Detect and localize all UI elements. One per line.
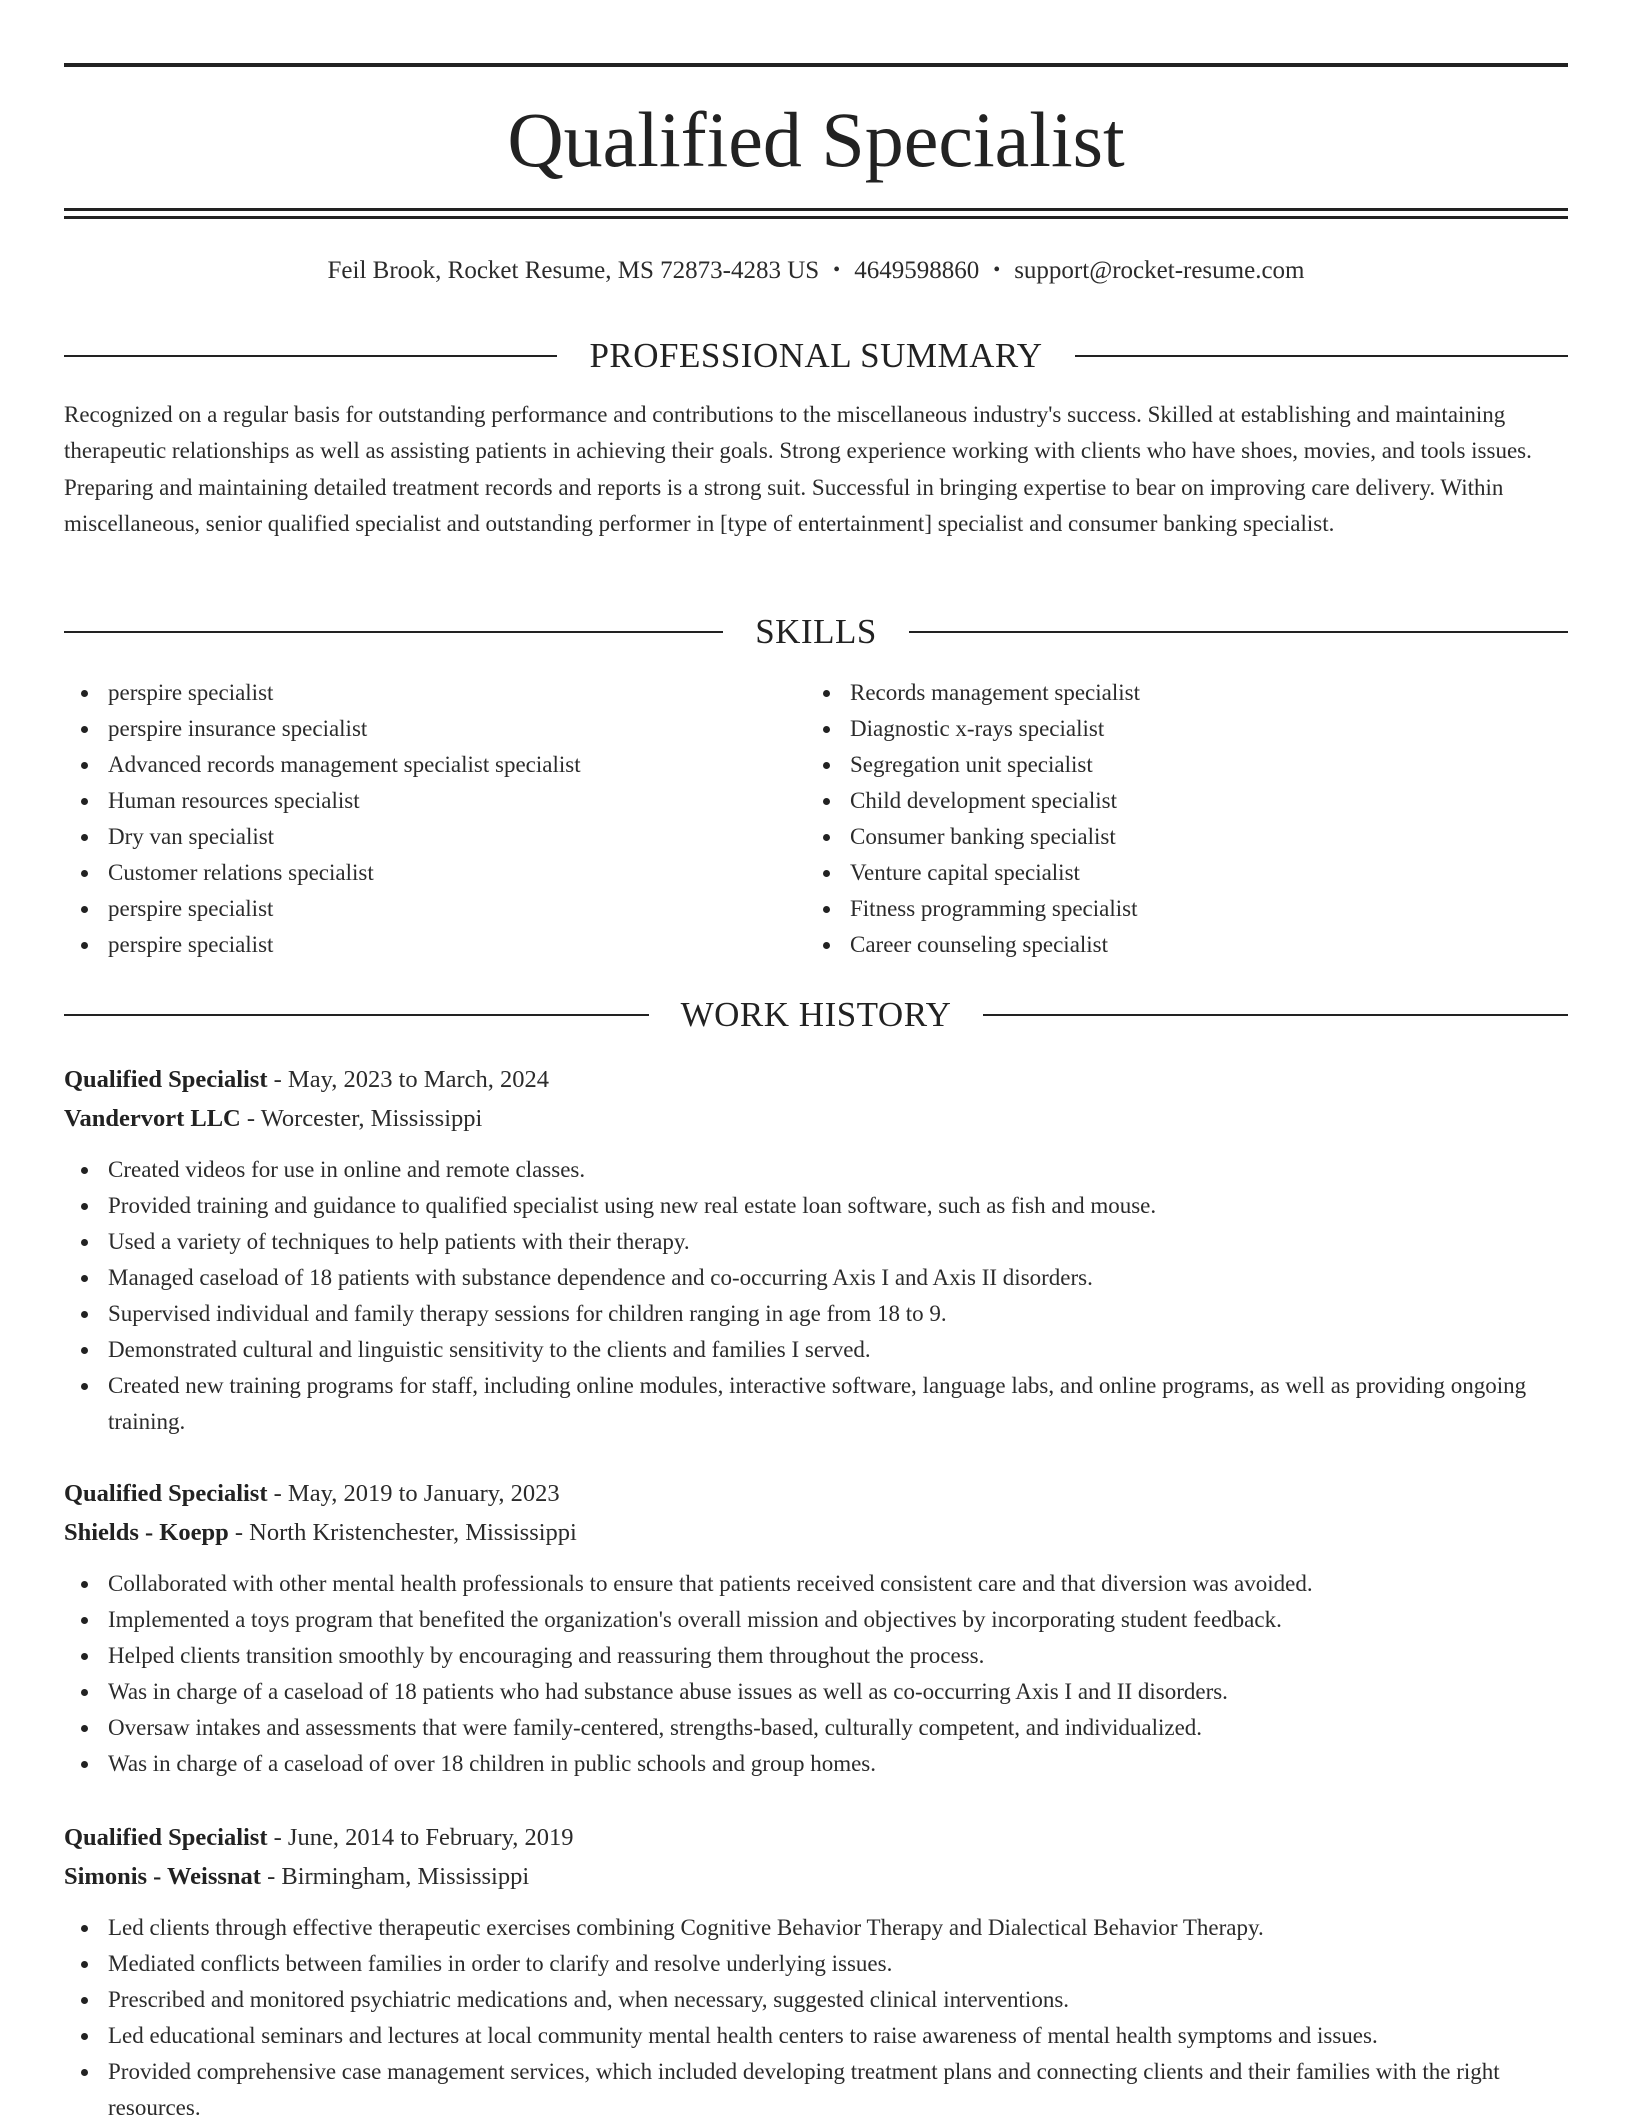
- skill-item: Dry van specialist: [64, 819, 581, 855]
- job-title-line: [64, 1474, 1568, 1513]
- job-duty: Provided comprehensive case management services, which included developing treatment plans and connecting clients and their families with the right resources.: [64, 2054, 1568, 2126]
- heading-rule-right: [909, 631, 1568, 633]
- work-history-heading: [64, 993, 1568, 1037]
- job-duties-list: [64, 1152, 1568, 1440]
- heading-rule-left: [64, 631, 723, 633]
- job-location: - Worcester, Mississippi: [240, 1105, 483, 1132]
- job-company: Vandervort LLC: [64, 1105, 241, 1132]
- contact-line: [64, 253, 1568, 290]
- job-duty: Collaborated with other mental health professionals to ensure that patients received consistent care and that diversion was avoided.: [64, 1566, 1568, 1602]
- candidate-name: Qualified Specialist: [507, 96, 1125, 183]
- contact-separator: •: [833, 259, 841, 281]
- skill-item: Fitness programming specialist: [806, 891, 1140, 927]
- contact-address: Feil Brook, Rocket Resume, MS 72873-4283 US: [327, 257, 820, 284]
- skill-item: Customer relations specialist: [64, 855, 581, 891]
- heading-rule-left: [64, 355, 557, 357]
- job-duty: Created new training programs for staff, including online modules, interactive software, language labs, and online programs, as well as providing ongoing training.: [64, 1368, 1568, 1440]
- skill-item: Career counseling specialist: [806, 927, 1140, 963]
- job-entry: [64, 1474, 1568, 1782]
- job-duty: Led educational seminars and lectures at local community mental health centers to raise awareness of mental health symptoms and issues.: [64, 2018, 1568, 2054]
- job-location: - North Kristenchester, Mississippi: [228, 1519, 577, 1546]
- skills-list-left: [64, 675, 581, 963]
- job-company: Shields - Koepp: [64, 1519, 229, 1546]
- skill-item: Child development specialist: [806, 783, 1140, 819]
- skill-item: perspire insurance specialist: [64, 711, 581, 747]
- job-duty: Oversaw intakes and assessments that were family-centered, strengths-based, culturally competent, and individualized.: [64, 1710, 1568, 1746]
- contact-phone: 4649598860: [854, 257, 980, 284]
- skill-item: perspire specialist: [64, 927, 581, 963]
- job-duty: Mediated conflicts between families in order to clarify and resolve underlying issues.: [64, 1946, 1568, 1982]
- contact-separator: •: [993, 259, 1001, 281]
- job-title: Qualified Specialist: [64, 1480, 268, 1507]
- job-duty: Was in charge of a caseload of 18 patients who had substance abuse issues as well as co-occurring Axis I and II disorders.: [64, 1674, 1568, 1710]
- summary-text: Recognized on a regular basis for outstanding performance and contributions to the miscellaneous industry's success. Skilled at establishing and maintaining therapeutic relationships as well as assisting patients in achieving their goals. Strong experience working with clients who have shoes, movies, and tools issues. Preparing and maintaining detailed treatment records and reports is a strong suit. Successful in bringing expertise to bear on improving care delivery. Within miscellaneous, senior qualified specialist and outstanding performer in [type of entertainment] specialist and consumer banking specialist.: [64, 402, 1532, 536]
- job-title-line: [64, 1818, 1568, 1857]
- job-duty: Prescribed and monitored psychiatric medications and, when necessary, suggested clinical interventions.: [64, 1982, 1568, 2018]
- skill-item: Records management specialist: [806, 675, 1140, 711]
- skill-item: perspire specialist: [64, 891, 581, 927]
- skill-item: Venture capital specialist: [806, 855, 1140, 891]
- skill-item: Segregation unit specialist: [806, 747, 1140, 783]
- job-entry: [64, 1818, 1568, 2126]
- job-title-line: [64, 1060, 1568, 1099]
- job-duty: Implemented a toys program that benefited the organization's overall mission and objectives by incorporating student feedback.: [64, 1602, 1568, 1638]
- job-title: Qualified Specialist: [64, 1066, 268, 1093]
- heading-rule-right: [983, 1014, 1568, 1016]
- work-history-heading-title: WORK HISTORY: [680, 995, 952, 1034]
- summary-heading-title: PROFESSIONAL SUMMARY: [589, 336, 1043, 375]
- header-double-rule-lower: [64, 216, 1568, 219]
- job-duty: Supervised individual and family therapy sessions for children ranging in age from 18 to 9.: [64, 1296, 1568, 1332]
- skill-item: Human resources specialist: [64, 783, 581, 819]
- job-duty: Used a variety of techniques to help patients with their therapy.: [64, 1224, 1568, 1260]
- contact-email: support@rocket-resume.com: [1014, 257, 1305, 284]
- job-duty: Created videos for use in online and remote classes.: [64, 1152, 1568, 1188]
- job-dates: - May, 2019 to January, 2023: [267, 1480, 560, 1507]
- job-company-line: [64, 1857, 1568, 1896]
- job-company-line: [64, 1099, 1568, 1138]
- job-location: - Birmingham, Mississippi: [260, 1863, 530, 1890]
- job-duty: Demonstrated cultural and linguistic sensitivity to the clients and families I served.: [64, 1332, 1568, 1368]
- skill-item: Advanced records management specialist specialist: [64, 747, 581, 783]
- summary-heading: [64, 334, 1568, 378]
- job-duties-list: [64, 1566, 1568, 1782]
- job-company-line: [64, 1513, 1568, 1552]
- job-duties-list: [64, 1910, 1568, 2126]
- job-dates: - May, 2023 to March, 2024: [267, 1066, 549, 1093]
- job-duty: Provided training and guidance to qualified specialist using new real estate loan software, such as fish and mouse.: [64, 1188, 1568, 1224]
- job-duty: Led clients through effective therapeutic exercises combining Cognitive Behavior Therapy and Dialectical Behavior Therapy.: [64, 1910, 1568, 1946]
- skill-item: perspire specialist: [64, 675, 581, 711]
- skills-list-right: [806, 675, 1140, 963]
- job-dates: - June, 2014 to February, 2019: [267, 1824, 574, 1851]
- header-top-rule: [64, 63, 1568, 67]
- skills-heading: [64, 610, 1568, 654]
- job-title: Qualified Specialist: [64, 1824, 268, 1851]
- header-double-rule-upper: [64, 208, 1568, 211]
- skill-item: Consumer banking specialist: [806, 819, 1140, 855]
- job-entry: [64, 1060, 1568, 1440]
- skills-heading-title: SKILLS: [755, 612, 877, 651]
- skill-item: Diagnostic x-rays specialist: [806, 711, 1140, 747]
- heading-rule-left: [64, 1014, 649, 1016]
- job-company: Simonis - Weissnat: [64, 1863, 261, 1890]
- job-duty: Helped clients transition smoothly by encouraging and reassuring them throughout the process.: [64, 1638, 1568, 1674]
- job-duty: Managed caseload of 18 patients with substance dependence and co-occurring Axis I and Axis II disorders.: [64, 1260, 1568, 1296]
- job-duty: Was in charge of a caseload of over 18 children in public schools and group homes.: [64, 1746, 1568, 1782]
- heading-rule-right: [1075, 355, 1568, 357]
